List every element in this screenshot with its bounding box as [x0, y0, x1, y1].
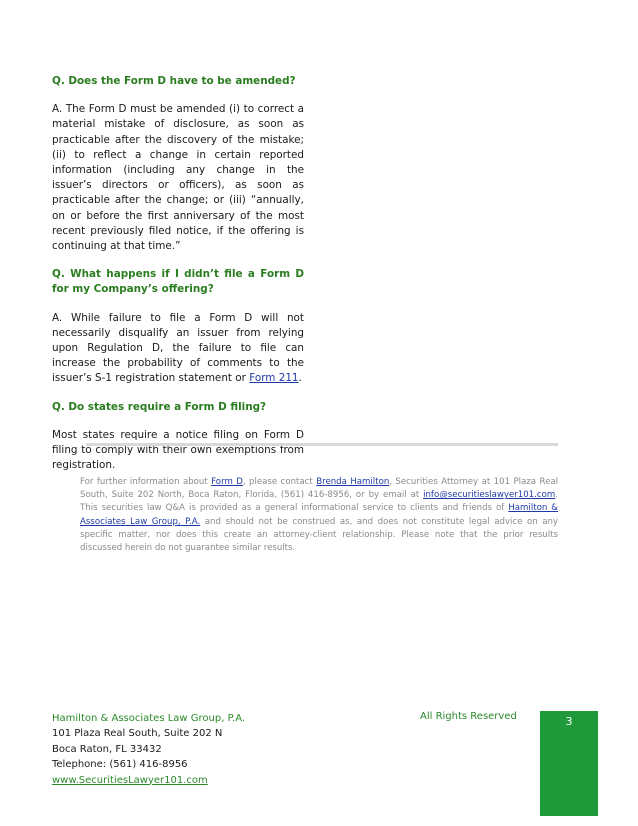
- note-text-1: For further information about: [80, 477, 212, 487]
- note-text-3: , Securities Attorney at 101 Plaza Real South, Suite 202 North, Boca Raton, Florida, (561) 416-8956, or by email at: [80, 477, 559, 501]
- footer-phone: Telephone: (561) 416-8956: [52, 759, 188, 771]
- question-2: Q. What happens if I didn’t file a Form D for my Company’s offering?: [52, 268, 304, 296]
- answer-2: [52, 311, 304, 387]
- question-3: Q. Do states require a Form D filing?: [52, 400, 267, 413]
- email-link[interactable]: info@securitieslawyer101.com: [423, 490, 556, 501]
- answer-1: A. The Form D must be amended (i) to correct a material mistake of disclosure, as soon as practicable after the discovery of the mistake; (ii) to reflect a change in certain reported information (including any change in the issuer’s directors or officers), as soon as practicable after the change; or (iii) “annually, on or before the first anniversary of the most recent previously filed notice, if the offering is continuing at that time.”: [52, 103, 304, 253]
- question-1: Q. Does the Form D have to be amended?: [52, 75, 296, 87]
- page-number: 3: [565, 715, 573, 728]
- note-text-5: and should not be construed as, and does not constitute legal advice on any specific matter, nor does this create an attorney-client relationship. Please note that the prior results discussed herein do not guarantee similar results.: [80, 516, 559, 554]
- footer-contact: [52, 711, 245, 788]
- answer-2-text: A. While failure to file a Form D will not necessarily disqualify an issuer from relying upon Regulation D, the failure to file can increase the probability of comments to the issuer’s S-1 registration statement or: [52, 311, 304, 385]
- brenda-hamilton-link[interactable]: Brenda Hamilton: [316, 477, 390, 487]
- answer-2-end: .: [298, 372, 302, 385]
- note-text-4: . This securities law Q&A is provided as a general informational service to clients and friends of: [80, 490, 558, 514]
- footer-website-link[interactable]: www.SecuritiesLawyer101.com: [52, 774, 208, 786]
- page-number-box: [540, 711, 598, 816]
- footer-rights: All Rights Reserved: [420, 711, 517, 722]
- answer-3: Most states require a notice filing on Form D filing to comply with their own exemptions from registration.: [52, 428, 304, 472]
- footer-firm-name: Hamilton & Associates Law Group, P.A.: [52, 713, 246, 724]
- form-211-link[interactable]: Form 211: [249, 372, 299, 385]
- qa-column: [52, 74, 304, 486]
- firm-link[interactable]: Hamilton & Associates Law Group, P.A.: [80, 503, 558, 527]
- note-text-2: , please contact: [242, 477, 317, 487]
- footer-address-1: 101 Plaza Real South, Suite 202 N: [52, 728, 223, 740]
- footer-address-2: Boca Raton, FL 33432: [52, 743, 162, 755]
- form-d-link[interactable]: Form D: [211, 477, 243, 487]
- disclaimer-note: [80, 476, 558, 555]
- divider: [86, 443, 558, 446]
